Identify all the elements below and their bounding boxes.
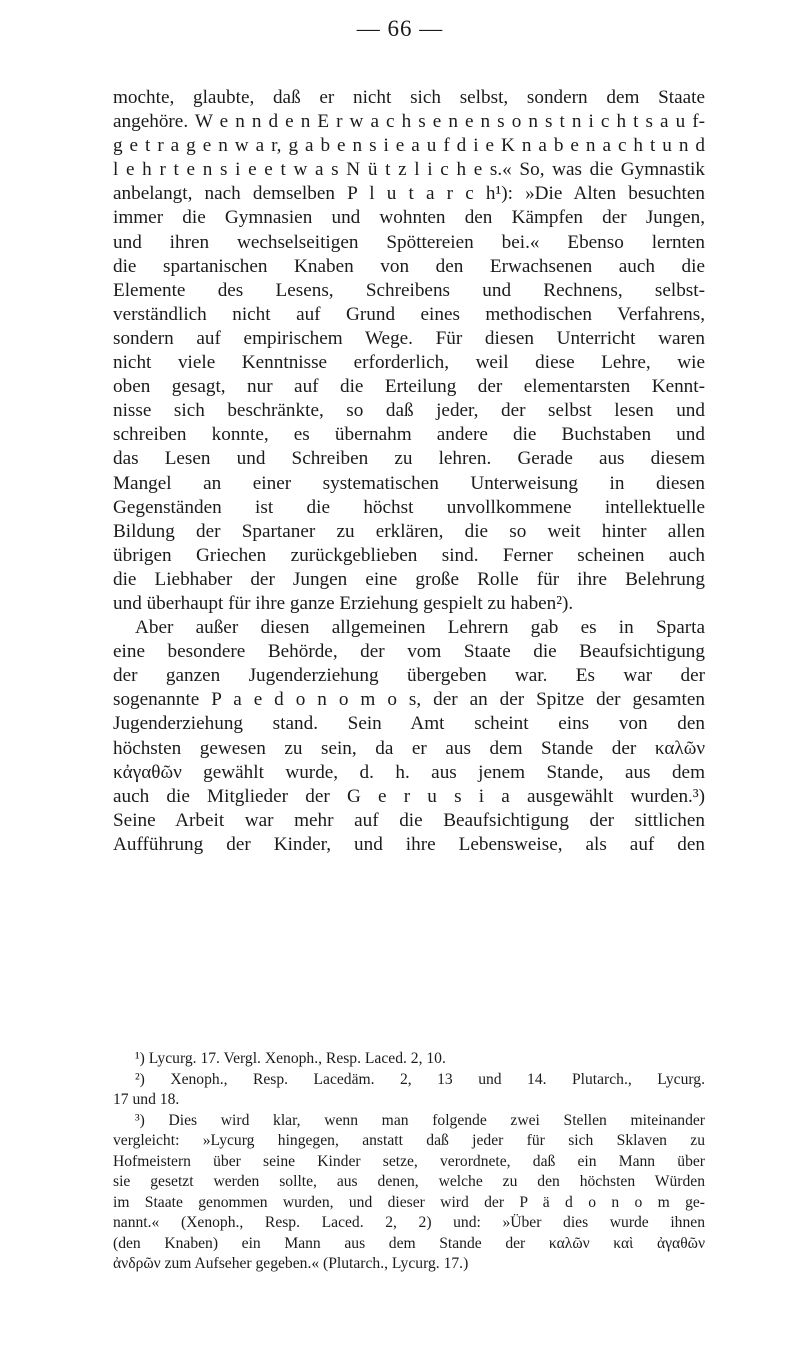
text-line: höchsten gewesen zu sein, da er aus dem Stande der καλῶν — [113, 737, 705, 759]
footnote-line: im Staate genommen wurden, und dieser wird der P ä d o n o m ge- — [113, 1193, 705, 1211]
text-line: sondern auf empirischem Wege. Für diesen Unterricht waren — [113, 327, 705, 349]
footnote-line: 17 und 18. — [113, 1091, 180, 1108]
text-line: die spartanischen Knaben von den Erwachsenen auch die — [113, 255, 705, 277]
text-line: der ganzen Jugenderziehung übergeben war. Es war der — [113, 665, 705, 687]
footnote-line: ἀνδρῶν zum Aufseher gegeben.« (Plutarch., Lycurg. 17.) — [113, 1255, 469, 1272]
text-line: eine besondere Behörde, der vom Staate die Beaufsichtigung — [113, 641, 705, 663]
text-line: Mangel an einer systematischen Unterweisung in diesen — [113, 472, 705, 494]
text-line: Seine Arbeit war mehr auf die Beaufsichtigung der sittlichen — [113, 809, 705, 831]
text-line: nicht viele Kenntnisse erforderlich, weil diese Lehre, wie — [113, 352, 705, 374]
text-line: Aufführung der Kinder, und ihre Lebensweise, als auf den — [113, 833, 705, 855]
text-line: l e h r t e n s i e e t w a s N ü t z l i c h e s.« So, was die Gymnastik — [113, 159, 705, 181]
text-line: und ihren wechselseitigen Spöttereien bei.« Ebenso lernten — [113, 231, 705, 253]
text-line: die Liebhaber der Jungen eine große Rolle für ihre Belehrung — [113, 568, 705, 590]
text-line: immer die Gymnasien und wohnten den Kämpfen der Jungen, — [113, 207, 705, 229]
footnote-line: Hofmeistern über seine Kinder setze, verordnete, daß ein Mann über — [113, 1152, 705, 1170]
text-line: auch die Mitglieder der G e r u s i a ausgewählt wurden.³) — [113, 785, 705, 807]
text-line: oben gesagt, nur auf die Erteilung der elementarsten Kennt- — [113, 376, 705, 398]
footnote-line: (den Knaben) ein Mann aus dem Stande der καλῶν καὶ ἀγαθῶν — [113, 1234, 705, 1252]
footnote-line: nannt.« (Xenoph., Resp. Laced. 2, 2) und: »Über dies wurde ihnen — [113, 1214, 705, 1231]
text-line: g e t r a g e n w a r, g a b e n s i e a u f d i e K n a b e n a c h t u n d — [113, 135, 705, 157]
text-line: mochte, glaubte, daß er nicht sich selbst, sondern dem Staate — [113, 87, 705, 108]
text-line: schreiben konnte, es übernahm andere die Buchstaben und — [113, 424, 705, 446]
footnote-line: ²) Xenoph., Resp. Lacedäm. 2, 13 und 14. Plutarch., Lycurg. — [135, 1070, 705, 1088]
text-line: Bildung der Spartaner zu erklären, die so weit hinter allen — [113, 520, 705, 542]
footnote-line: vergleicht: »Lycurg hingegen, anstatt daß jeder für sich Sklaven zu — [113, 1132, 705, 1149]
page-number: — 66 — — [356, 16, 444, 41]
text-line: Gegenständen ist die höchst unvollkommene intellektuelle — [113, 496, 705, 518]
text-line: Jugenderziehung stand. Sein Amt scheint eins von den — [113, 713, 705, 735]
text-line: angehöre. W e n n d e n E r w a c h s e n e n s o n s t n i c h t s a u f- — [113, 111, 705, 133]
text-line: κἀγαθῶν gewählt wurde, d. h. aus jenem Stande, aus dem — [113, 761, 705, 783]
text-line: das Lesen und Schreiben zu lehren. Gerade aus diesem — [113, 448, 705, 470]
text-line: Aber außer diesen allgemeinen Lehrern gab es in Sparta — [135, 617, 705, 639]
footnote-line: sie gesetzt werden sollte, aus denen, welche zu den höchsten Würden — [113, 1173, 705, 1190]
footnote-line: ¹) Lycurg. 17. Vergl. Xenoph., Resp. Laced. 2, 10. — [135, 1050, 446, 1067]
main-text — [113, 86, 705, 857]
text-line: anbelangt, nach demselben P l u t a r c h¹): »Die Alten besuchten — [113, 183, 705, 205]
text-line: verständlich nicht auf Grund eines methodischen Verfahrens, — [113, 303, 705, 325]
text-line: und überhaupt für ihre ganze Erziehung gespielt zu haben²). — [113, 592, 574, 614]
footnotes — [113, 1049, 705, 1275]
text-line: übrigen Griechen zurückgeblieben sind. Ferner scheinen auch — [113, 544, 705, 566]
text-line: sogenannte P a e d o n o m o s, der an der Spitze der gesamten — [113, 689, 705, 711]
footnote-line: ³) Dies wird klar, wenn man folgende zwei Stellen miteinander — [135, 1111, 705, 1129]
text-line: Elemente des Lesens, Schreibens und Rechnens, selbst- — [113, 279, 705, 301]
text-line: nisse sich beschränkte, so daß jeder, der selbst lesen und — [113, 400, 705, 422]
